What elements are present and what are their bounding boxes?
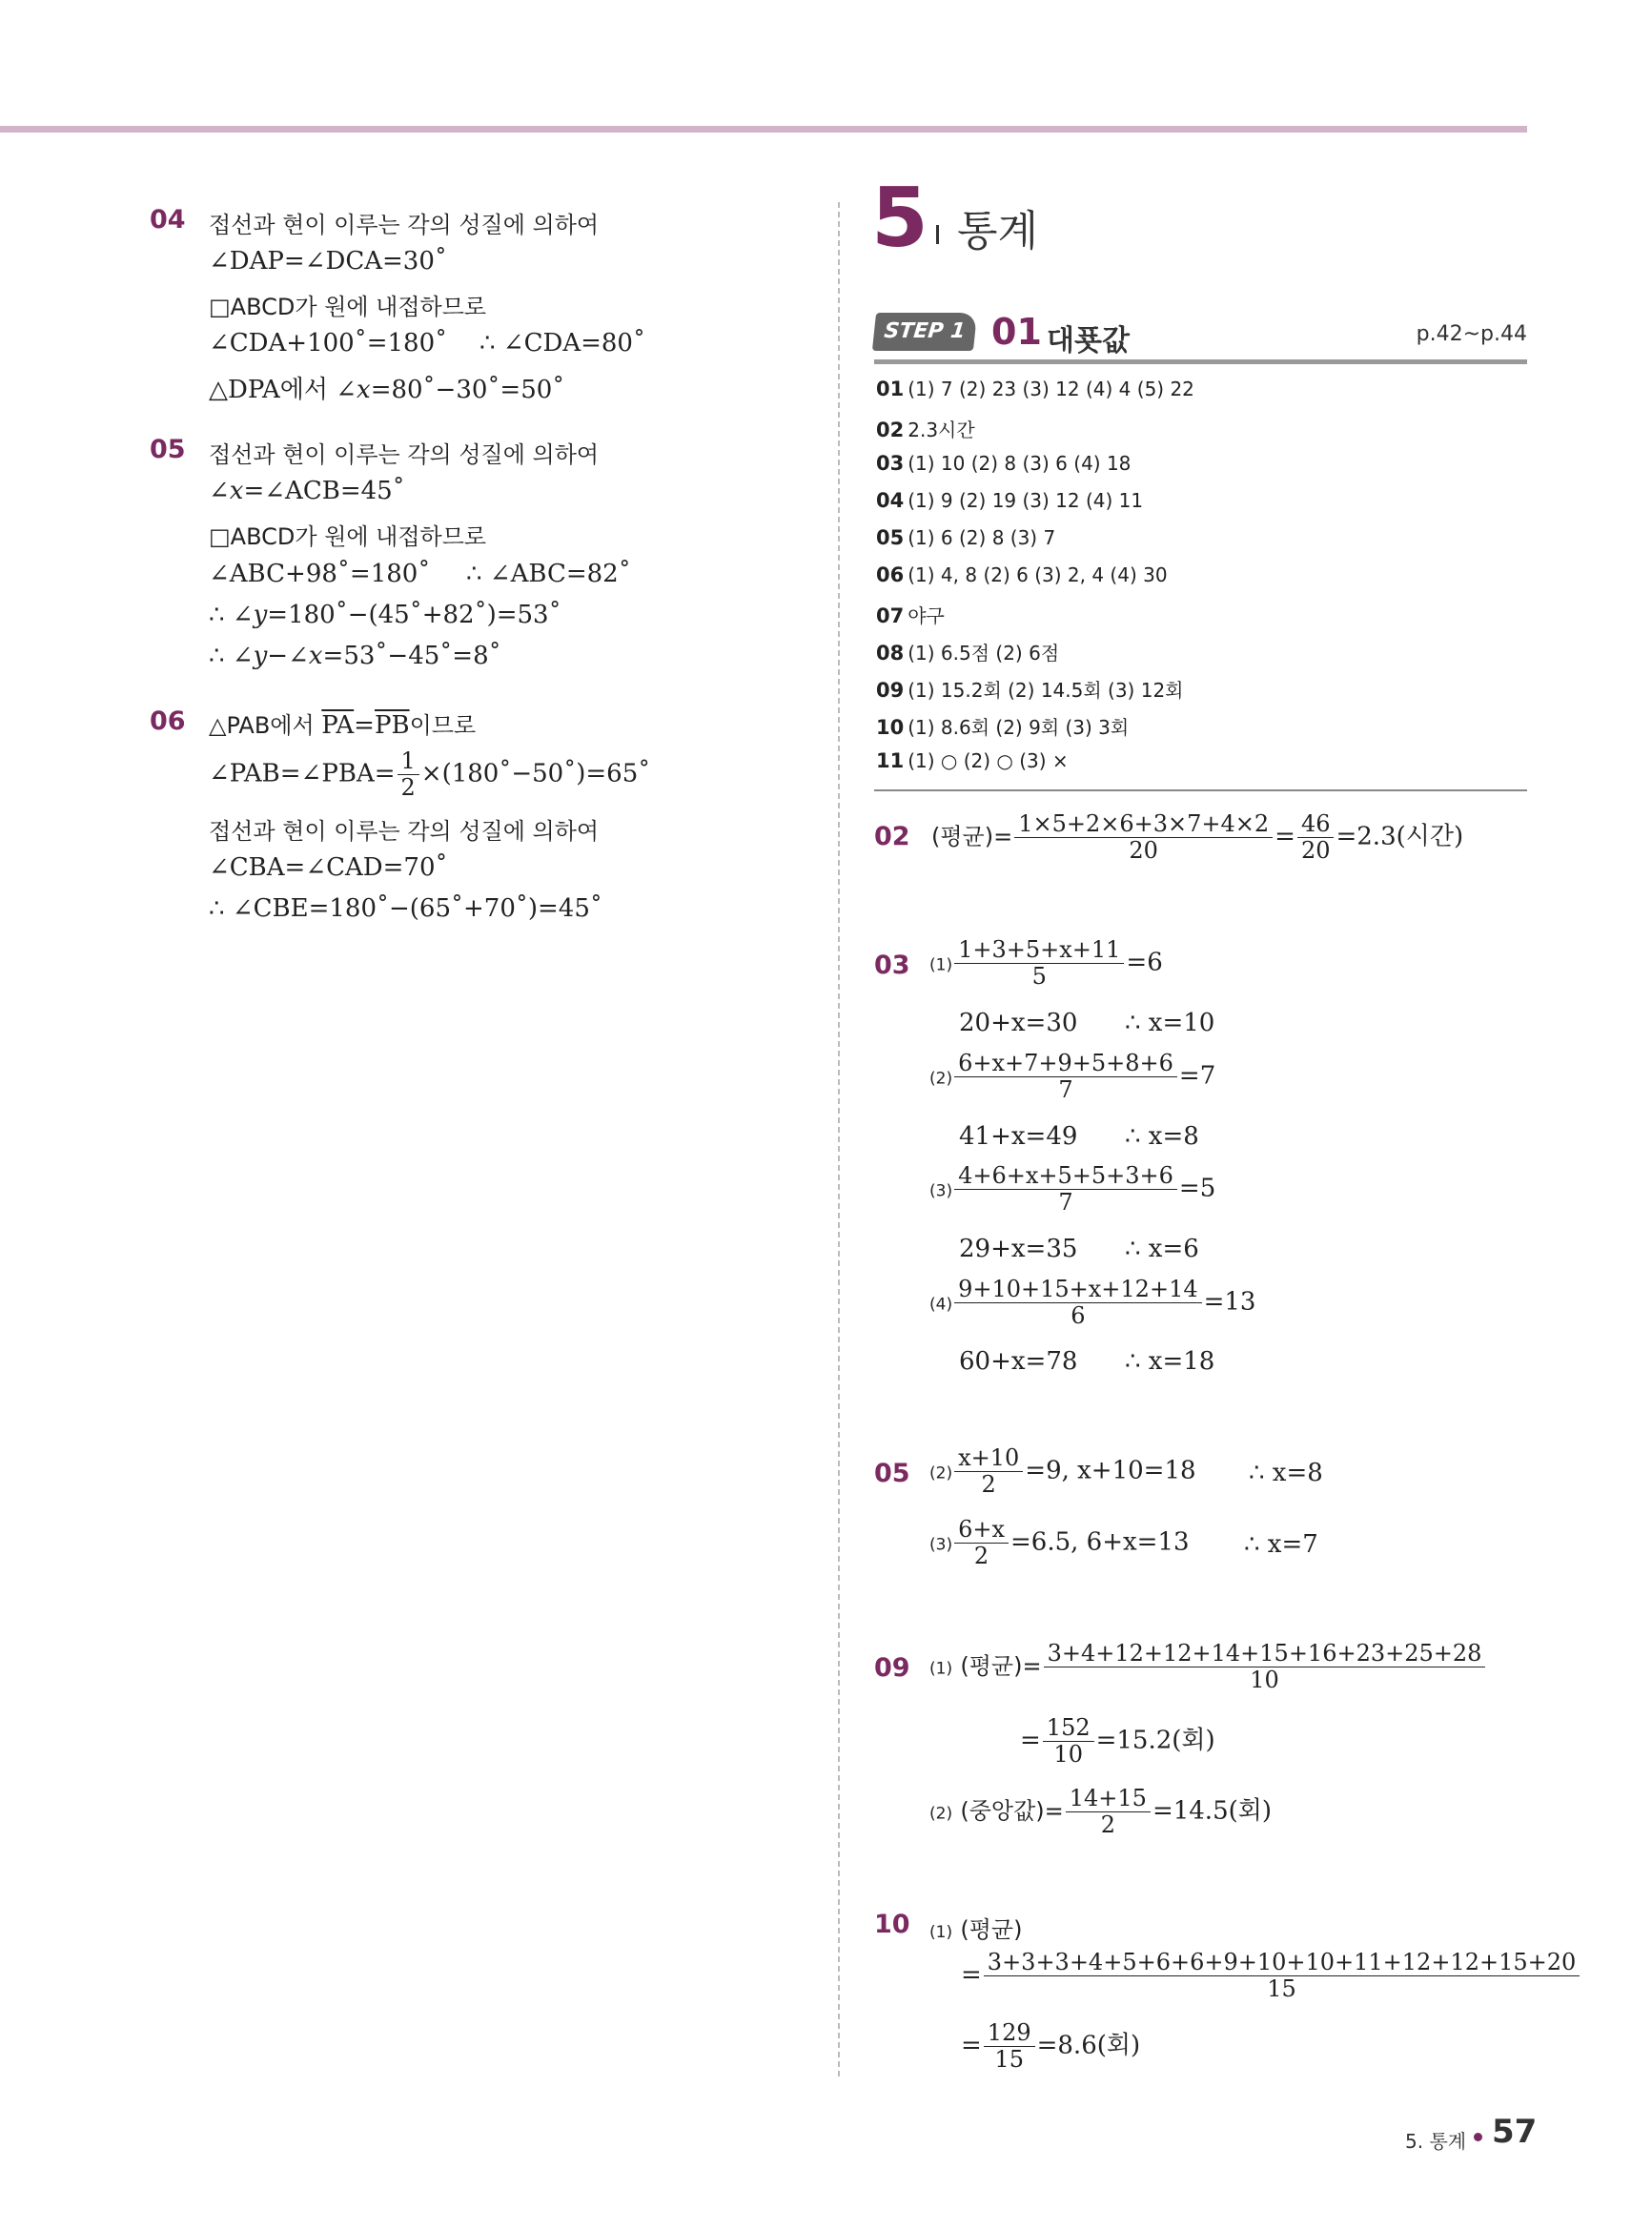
math-line: 60+x=78 [959,1347,1078,1376]
problem-number: 04 [150,205,186,235]
quick-answer-row: 06 (1) 4, 8 (2) 6 (3) 2, 4 (4) 30 [876,563,1168,586]
problem-number: 05 [150,435,186,464]
math-line: (2) $\frac{6+x+7+9+5+8+6}{7}$ =7 [929,1050,1216,1104]
step-badge: STEP 1 [872,313,977,351]
math-line: (3) $\frac{4+6+x+5+5+3+6}{7}$ =5 [929,1162,1216,1217]
math-line: = $\frac{3+3+3+4+5+6+6+9+10+10+11+12+12+15+20}{15}$ [961,1951,1581,2001]
math-line: ∴ x=10 [1125,1009,1215,1037]
text-line: 접선과 현이 이루는 각의 성질에 의하여 [209,441,600,468]
fraction: $\frac{14+15}{2}$ [1066,1787,1151,1837]
math-line: ∴ ∠CDA=80˚ [479,329,645,358]
quick-answer-row: 05 (1) 6 (2) 8 (3) 7 [876,526,1056,549]
text-line: 접선과 현이 이루는 각의 성질에 의하여 [209,212,600,238]
math-line: ∴ x=18 [1125,1347,1215,1376]
math-line: ∠CDA+100˚=180˚ [209,329,448,358]
solution-number: 03 [874,951,910,980]
math-line: ∴ x=7 [1244,1530,1318,1559]
quick-answer-row: 09 (1) 15.2회 (2) 14.5회 (3) 12회 [876,679,1184,702]
math-line: △PAB에서 $\overline{PA}=\overline{PB}$이므로 [209,711,477,740]
math-line: ∴ x=6 [1125,1235,1199,1263]
footer-chapter-label: 5. 통계 [1405,2130,1467,2153]
math-line: (평균)= $\frac{1\times 5+2\times 6+3\times 7+4\times 2}{20}$ = $\frac{46}{20}$ =2.3(시간) [931,810,1464,865]
fraction: $\frac{6+x+7+9+5+8+6}{7}$ [954,1052,1177,1102]
chapter-title: 통계 [957,207,1039,256]
quick-answer-row: 11 (1) ○ (2) ○ (3) × [876,749,1069,772]
math-line: ∠PAB=∠PBA= $\frac{1}{2}$ ×(180˚−50˚)=65˚ [209,747,651,802]
math-line: (1) (평균)= $\frac{3+4+12+12+14+15+16+23+25+28}{10}$ [929,1642,1487,1692]
math-line: (2) (중앙값)= $\frac{14+15}{2}$ =14.5(회) [929,1785,1273,1839]
fraction: $\frac{3+4+12+12+14+15+16+23+25+28}{10}$ [1044,1642,1486,1692]
chapter-bar [936,225,939,244]
quick-answer-row: 01 (1) 7 (2) 23 (3) 12 (4) 4 (5) 22 [876,378,1194,400]
math-line: ∠DAP=∠DCA=30˚ [209,247,447,276]
math-line: ∴ ∠ABC=82˚ [466,560,631,588]
column-divider [838,202,840,2077]
solution-number: 05 [874,1459,910,1488]
top-rule [0,126,1527,133]
quick-answer-row: 08 (1) 6.5점 (2) 6점 [876,642,1060,665]
quick-answer-row: 02 2.3시간 [876,419,975,441]
text-line: 접선과 현이 이루는 각의 성질에 의하여 [209,818,600,845]
math-line: (1) (평균) [929,1916,1023,1943]
math-line: (1) $\frac{1+3+5+x+11}{5}$ =6 [929,936,1163,991]
math-line: 20+x=30 [959,1009,1078,1037]
fraction: $\frac{4+6+x+5+5+3+6}{7}$ [954,1164,1177,1215]
fraction: $\frac{6+x}{2}$ [954,1518,1009,1568]
math-line: = $\frac{152}{10}$ =15.2(회) [1020,1714,1215,1769]
page-number: 57 [1492,2113,1538,2151]
problem-number: 06 [150,706,186,736]
text-line: □ABCD가 원에 내접하므로 [209,294,487,320]
math-line: (4) $\frac{9+10+15+x+12+14}{6}$ =13 [929,1276,1256,1330]
quick-answer-row: 04 (1) 9 (2) 19 (3) 12 (4) 11 [876,489,1144,512]
fraction: $\frac{152}{10}$ [1043,1716,1094,1767]
answers-rule [874,789,1527,791]
math-line: ∴ ∠y=180˚−(45˚+82˚)=53˚ [209,601,561,629]
math-line: 41+x=49 [959,1122,1078,1151]
math-line: ∴ x=8 [1249,1459,1323,1487]
section-title: 대푯값 [1047,324,1130,358]
solution-number: 09 [874,1653,910,1683]
fraction: $\frac{129}{15}$ [984,2021,1035,2072]
text-line: □ABCD가 원에 내접하므로 [209,523,487,550]
solution-number: 02 [874,822,910,851]
math-line: = $\frac{129}{15}$ =8.6(회) [961,2019,1141,2074]
fraction: $\frac{1}{2}$ [398,749,419,800]
fraction: $\frac{1\times 5+2\times 6+3\times 7+4\times 2}{20}$ [1014,812,1273,863]
math-line: ∴ ∠CBE=180˚−(65˚+70˚)=45˚ [209,894,602,923]
math-line: 29+x=35 [959,1235,1078,1263]
fraction: $\frac{9+10+15+x+12+14}{6}$ [954,1278,1202,1328]
math-line: △DPA에서 ∠x=80˚−30˚=50˚ [209,376,565,404]
quick-answer-row: 10 (1) 8.6회 (2) 9회 (3) 3회 [876,716,1130,739]
quick-answer-row: 07 야구 [876,604,945,627]
math-line: ∠CBA=∠CAD=70˚ [209,853,448,882]
math-line: ∠ABC+98˚=180˚ [209,560,431,588]
math-line: (2) $\frac{x+10}{2}$ =9, x+10=18 [929,1444,1196,1499]
fraction: $\frac{3+3+3+4+5+6+6+9+10+10+11+12+12+15+20}{15}$ [984,1951,1580,2001]
fraction: $\frac{1+3+5+x+11}{5}$ [954,938,1124,989]
section-rule [874,359,1527,364]
solution-number: 10 [874,1910,910,1939]
fraction: $\frac{46}{20}$ [1297,812,1335,863]
section-number: 01 [991,311,1042,353]
section-pages: p.42~p.44 [1416,322,1527,346]
fraction: $\frac{x+10}{2}$ [954,1446,1023,1497]
math-line: ∠x=∠ACB=45˚ [209,477,405,505]
quick-answer-row: 03 (1) 10 (2) 8 (3) 6 (4) 18 [876,452,1132,475]
math-line: ∴ x=8 [1125,1122,1199,1151]
math-line: (3) $\frac{6+x}{2}$ =6.5, 6+x=13 [929,1516,1190,1570]
chapter-number: 5 [871,171,928,266]
math-line: ∴ ∠y−∠x=53˚−45˚=8˚ [209,642,501,670]
footer-dot [1474,2133,1482,2141]
